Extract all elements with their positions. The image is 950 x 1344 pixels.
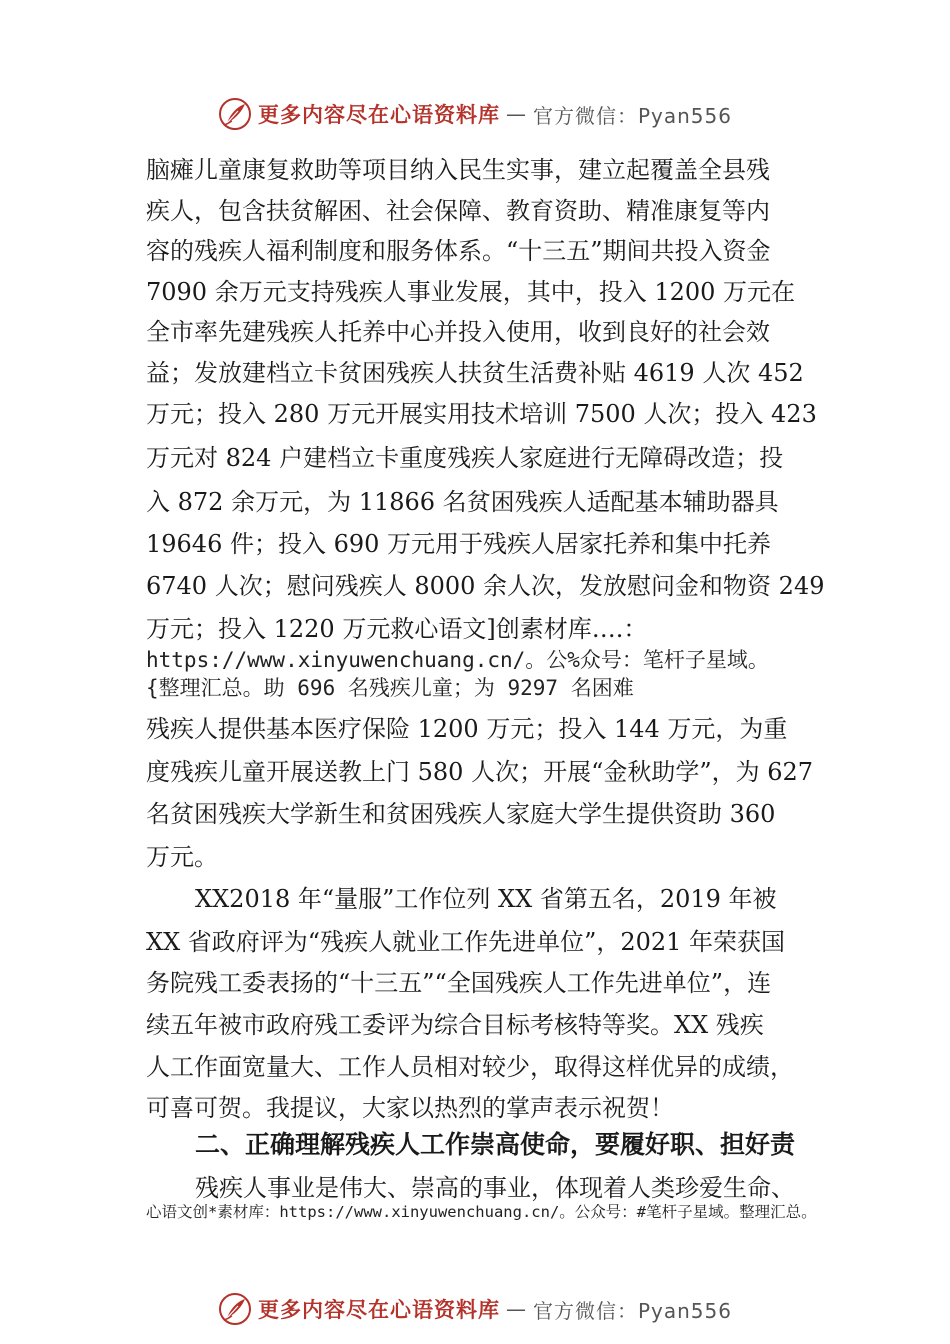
banner-title: 更多内容尽在心语资料库 — [257, 1297, 500, 1322]
banner-title: 更多内容尽在心语资料库 — [257, 102, 500, 127]
body-line: 万元对 824 户建档立卡重度残疾人家庭进行无障碍改造；投 — [146, 444, 784, 472]
body-line: 6740 人次；慰问残疾人 8000 余人次，发放慰问金和物资 249 — [146, 572, 825, 600]
body-line: 万元；投入 1220 万元救心语文]创素材库….： — [146, 615, 648, 643]
body-line: 万元。 — [146, 843, 218, 871]
paragraph-start-line: 残疾人事业是伟大、崇高的事业，体现着人类珍爱生命、 — [195, 1174, 795, 1202]
body-line: 容的残疾人福利制度和服务体系。“十三五”期间共投入资金 — [146, 237, 771, 265]
body-line: 疾人，包含扶贫解困、社会保障、教育资助、精准康复等内 — [146, 197, 770, 225]
body-line: 全市率先建残疾人托养中心并投入使用，收到良好的社会效 — [146, 318, 770, 346]
body-line: {整理汇总。助 696 名残疾儿童；为 9297 名困难 — [146, 676, 634, 700]
body-line: 19646 件；投入 690 万元用于残疾人居家托养和集中托养 — [146, 530, 772, 558]
banner-dash: — — [505, 1297, 527, 1321]
body-line: 脑瘫儿童康复救助等项目纳入民生实事，建立起覆盖全县残 — [146, 156, 770, 184]
body-line: 可喜可贺。我提议，大家以热烈的掌声表示祝贺！ — [146, 1094, 674, 1122]
body-line: 7090 余万元支持残疾人事业发展，其中，投入 1200 万元在 — [146, 278, 796, 306]
body-line: 名贫困残疾大学新生和贫困残疾人家庭大学生提供资助 360 — [146, 800, 776, 828]
body-line: 万元；投入 280 万元开展实用技术培训 7500 人次；投入 423 — [146, 400, 817, 428]
body-line: 度残疾儿童开展送教上门 580 人次；开展“金秋助学”，为 627 — [146, 758, 814, 786]
banner-contact: 官方微信：Pyan556 — [532, 1298, 732, 1323]
banner-dash: — — [505, 102, 527, 126]
body-line: 务院残工委表扬的“十三五”“全国残疾人工作先进单位”，连 — [146, 969, 772, 997]
header-watermark-banner — [0, 94, 950, 134]
body-line: 入 872 余万元，为 11866 名贫困残疾人适配基本辅助器具 — [146, 488, 779, 516]
section-heading: 二、正确理解残疾人工作崇高使命，要履好职、担好责 — [195, 1130, 796, 1159]
body-line: XX 省政府评为“残疾人就业工作先进单位”，2021 年荣获国 — [146, 928, 786, 956]
body-line: 残疾人提供基本医疗保险 1200 万元；投入 144 万元，为重 — [146, 715, 788, 743]
footer-watermark-note: 心语文创*素材库：https://www.xinyuwenchuang.cn/。公众号：#笔杆子星域。整理汇总。 — [146, 1203, 817, 1221]
banner-contact: 官方微信：Pyan556 — [532, 103, 732, 128]
footer-watermark-banner — [0, 1289, 950, 1329]
body-line: 益；发放建档立卡贫困残疾人扶贫生活费补贴 4619 人次 452 — [146, 359, 804, 387]
body-line-url: https://www.xinyuwenchuang.cn/。公%众号：笔杆子星域。 — [146, 648, 769, 672]
feather-pen-logo-icon — [218, 1292, 252, 1326]
paragraph-start-line: XX2018 年“量服”工作位列 XX 省第五名，2019 年被 — [195, 885, 777, 913]
body-line: 人工作面宽量大、工作人员相对较少，取得这样优异的成绩， — [146, 1053, 794, 1081]
feather-pen-logo-icon — [218, 97, 252, 131]
body-line: 续五年被市政府残工委评为综合目标考核特等奖。XX 残疾 — [146, 1011, 764, 1039]
